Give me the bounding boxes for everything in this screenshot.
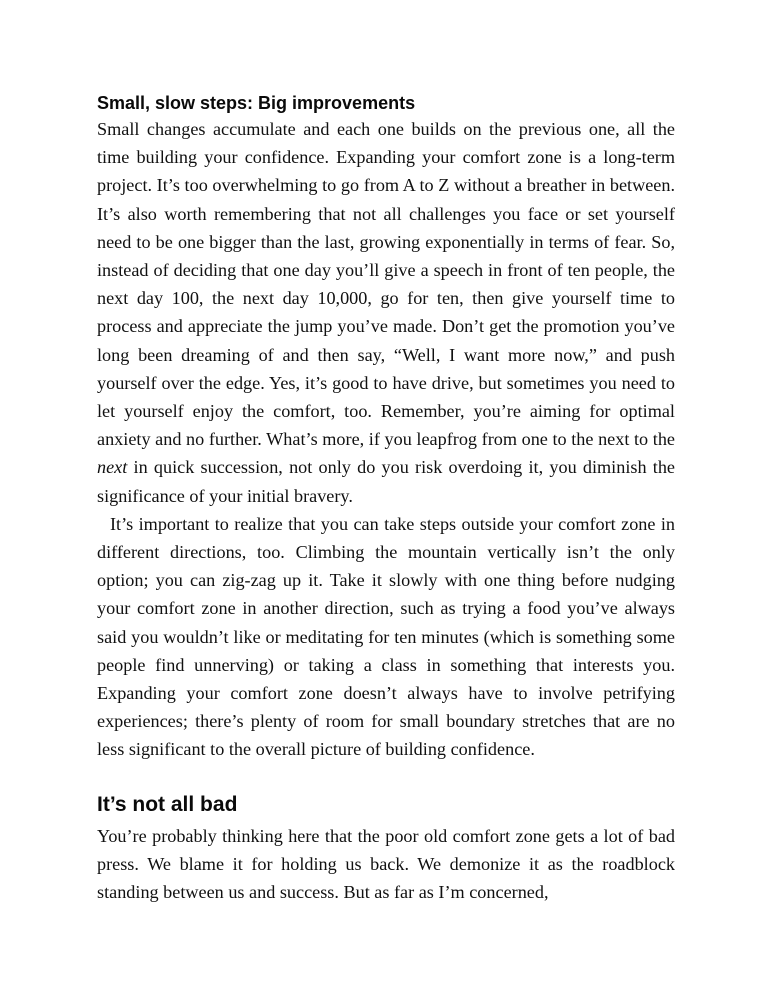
document-body: [97, 91, 675, 906]
paragraph-different-directions: It’s important to realize that you can take steps outside your comfort zone in different directions, too. Climbing the mountain vertically isn’t the only option; you can zig-zag up it. Take it slowly with one thing before nudging your comfort zone in another direction, such as trying a food you’ve always said you wouldn’t like or meditating for ten minutes (which is something some people find unnerving) or taking a class in something that interests you. Expanding your comfort zone doesn’t always have to involve petrifying experiences; there’s plenty of room for small boundary stretches that are no less significant to the overall picture of building confidence.: [97, 513, 675, 760]
emphasis-text: next: [97, 457, 128, 478]
paragraph-text: in quick succession, not only do you risk overdoing it, you diminish the significance of your initial bravery.: [97, 457, 675, 506]
section-heading-not-all-bad: It’s not all bad: [97, 792, 238, 816]
section-heading-small-slow-steps: Small, slow steps: Big improvements: [97, 93, 416, 113]
paragraph-small-changes: [97, 115, 675, 510]
paragraph-comfort-zone-bad-press: You’re probably thinking here that the poor old comfort zone gets a lot of bad press. We blame it for holding us back. We demonize it as the roadblock standing between us and success. But as far as I’m concerned,: [97, 825, 675, 903]
paragraph-text: Small changes accumulate and each one builds on the previous one, all the time building your confidence. Expanding your comfort zone is a long-term project. It’s too overwhelming to go from A to Z without a breather in between. It’s also worth remembering that not all challenges you face or set yourself need to be one bigger than the last, growing exponentially in terms of fear. So, instead of deciding that one day you’ll give a speech in front of ten people, the next day 100, the next day 10,000, go for ten, then give yourself time to process and appreciate the jump you’ve made. Don’t get the promotion you’ve long been dreaming of and then say, “Well, I want more now,” and push yourself over the edge. Yes, it’s good to have drive, but sometimes you need to let yourself enjoy the comfort, too. Remember, you’re aiming for optimal anxiety and no further. What’s more, if you leapfrog from one to the next to the: [97, 119, 675, 450]
